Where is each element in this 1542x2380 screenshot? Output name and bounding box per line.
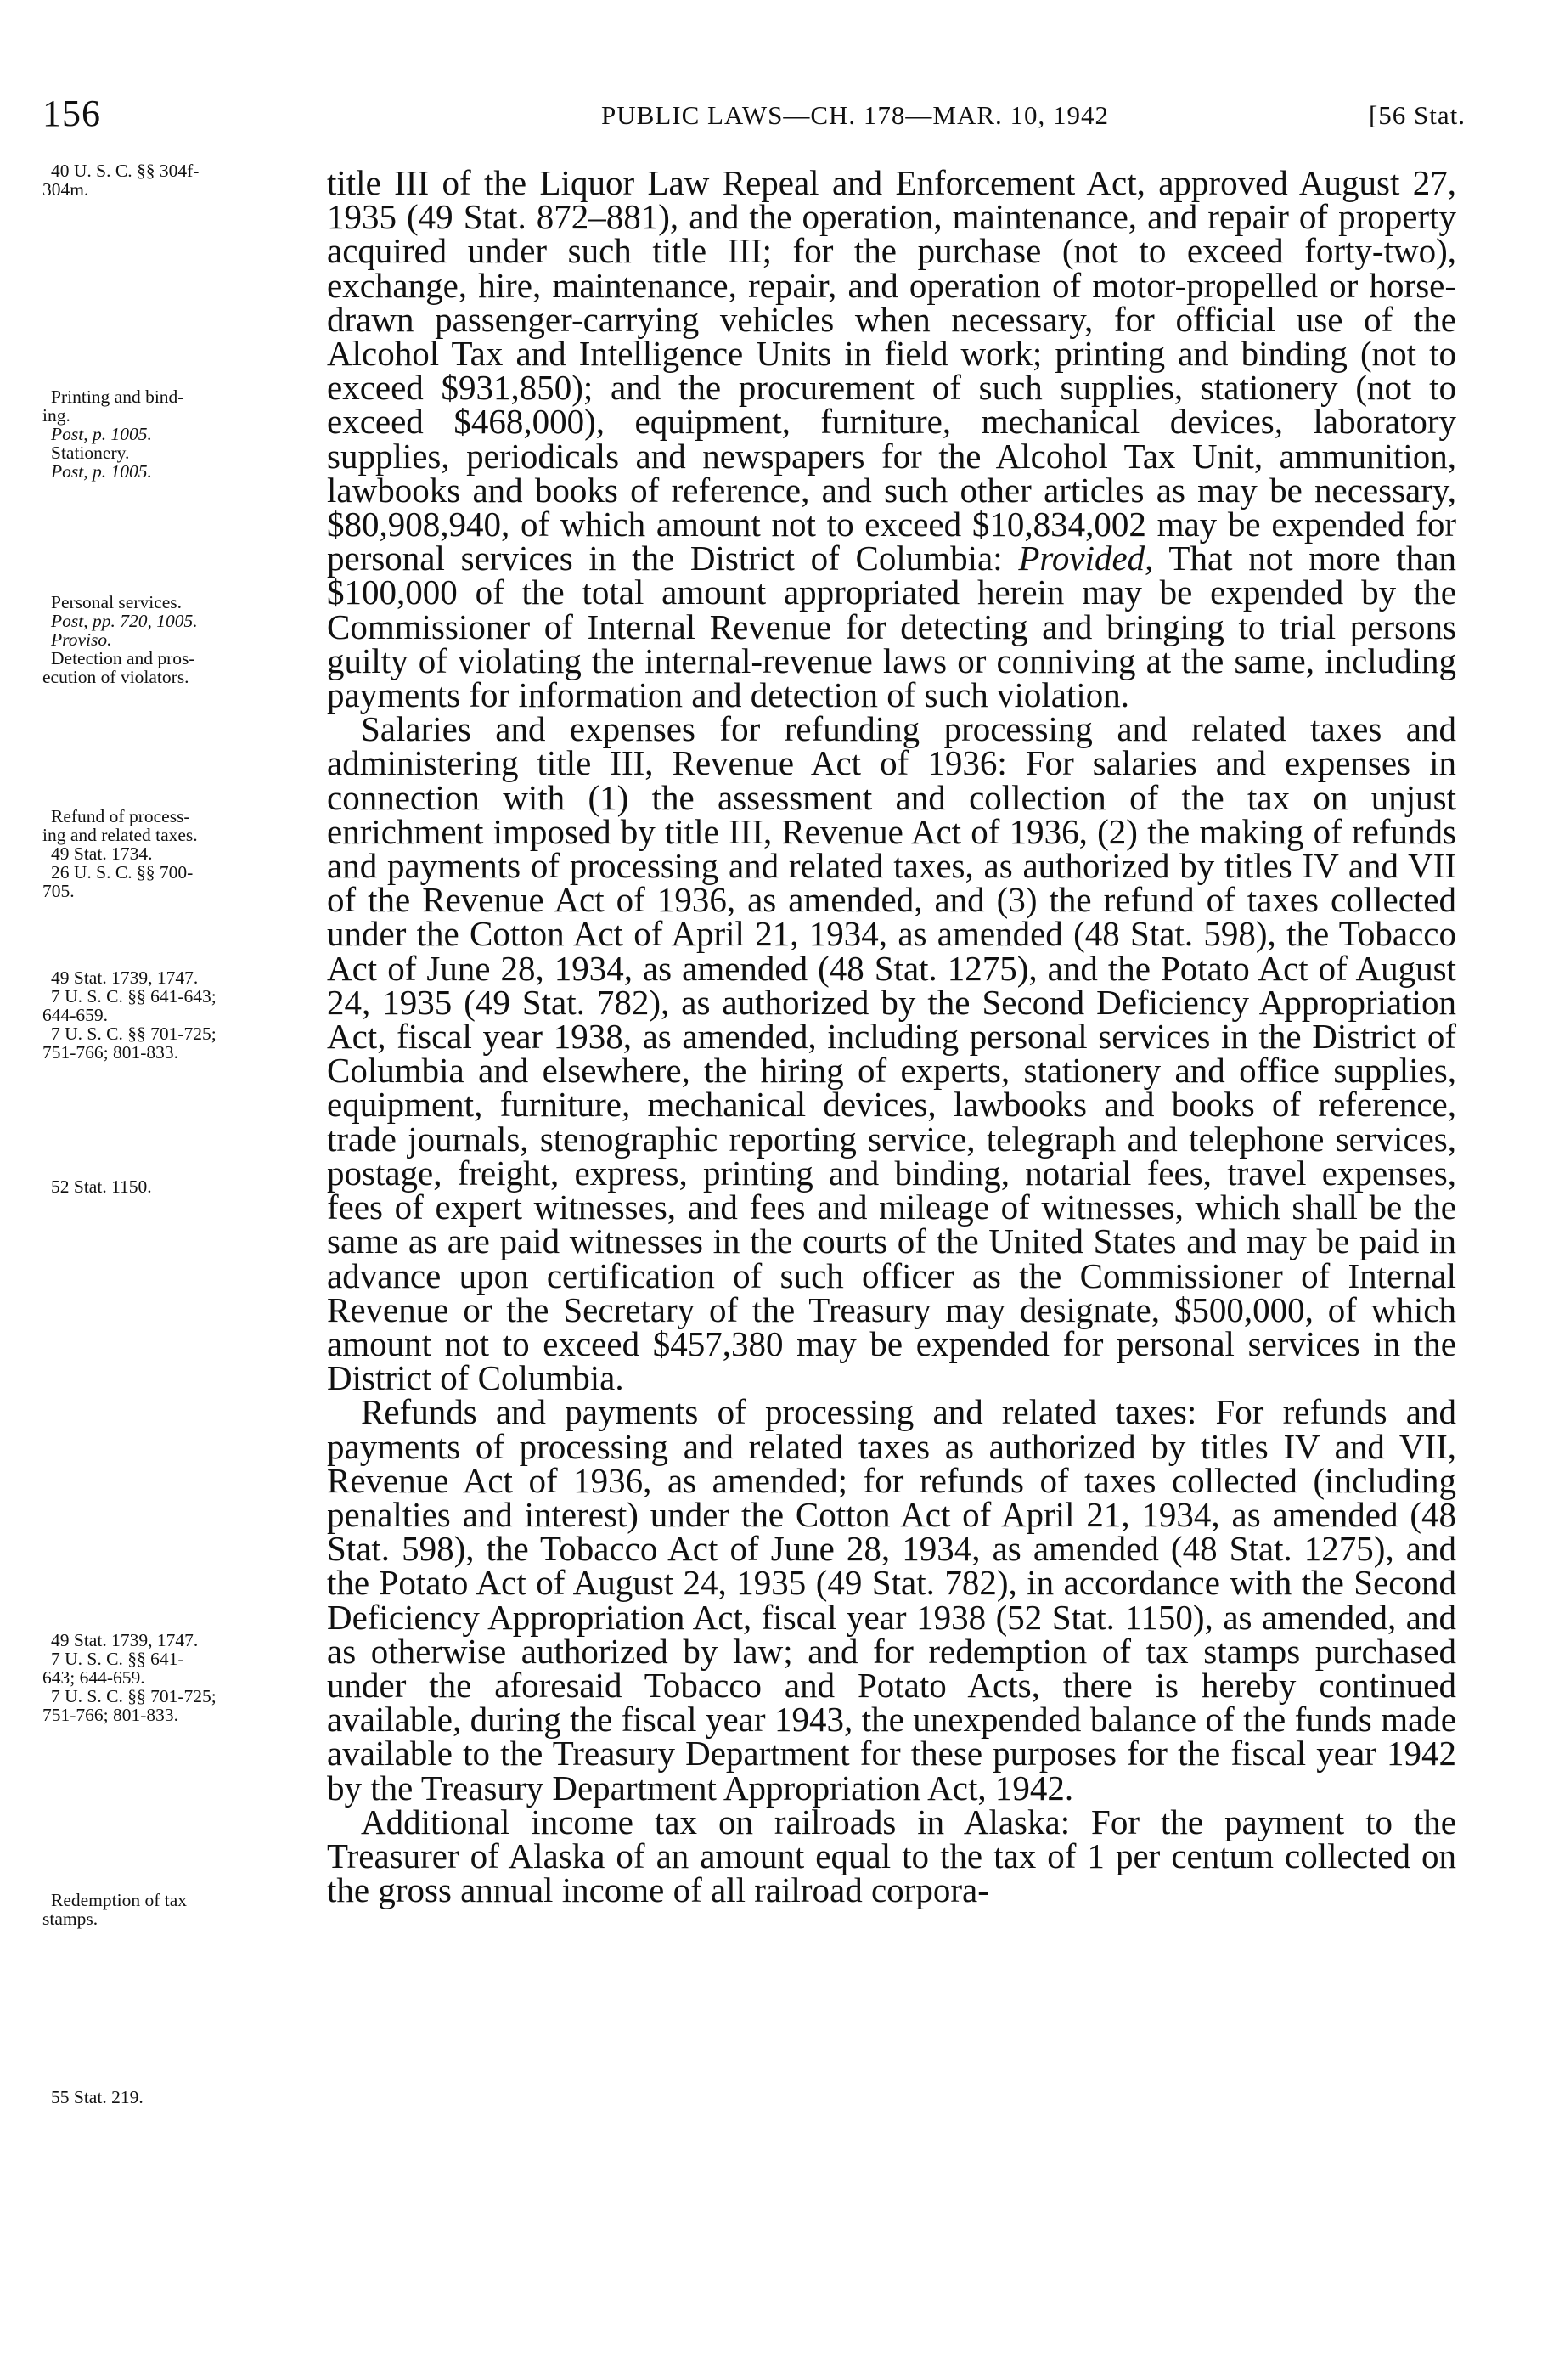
margin-note-cite-49stat-b: 49 Stat. 1739, 1747. 7 U. S. C. §§ 641- 643; 644-659. 7 U. S. C. §§ 701-725; 751-766; 801-833. <box>42 1630 217 1725</box>
margin-note-redemption: Redemption of tax stamps. <box>42 1890 188 1929</box>
page-number: 156 <box>42 93 101 134</box>
margin-note-cite-49stat-a: 49 Stat. 1739, 1747. 7 U. S. C. §§ 641-643; 644-659. 7 U. S. C. §§ 701-725; 751-766; 801-833. <box>42 967 217 1063</box>
margin-note-cite-55stat: 55 Stat. 219. <box>51 2087 144 2107</box>
margin-note-cite-40usc: 40 U. S. C. §§ 304f- 304m. <box>42 161 200 200</box>
margin-note-refund-processing: Refund of process- ing and related taxes. 49 Stat. 1734. 26 U. S. C. §§ 700- 705. <box>42 806 198 901</box>
margin-notes <box>42 161 323 2336</box>
margin-note-printing-binding: Printing and bind- ing. Post, p. 1005. Stationery. Post, p. 1005. <box>42 386 184 482</box>
running-head: PUBLIC LAWS—CH. 178—MAR. 10, 1942 <box>601 100 1110 130</box>
paragraph-alcohol-tax-unit: title III of the Liquor Law Repeal and Enforcement Act, approved August 27, 1935 (49 Stat. 872–881), and the operation, maintenance, and repair of property acquired under such title III; for the purchase (not to exceed forty-two), exchange, hire, maintenance, repair, and operation of motor-propelled or horse-drawn passenger-carrying vehicles when necessary, for official use of the Alcohol Tax and Intelligence Units in field work; printing and binding (not to exceed $931,850); and the procurement of such supplies, stationery (not to exceed $468,000), equipment, furniture, mechanical devices, laboratory supplies, periodicals and newspapers for the Alcohol Tax Unit, ammunition, lawbooks and books of reference, and such other articles as may be necessary, $80,908,940, of which amount not to exceed $10,834,002 may be expended for personal services in the District of Columbia: Provided, That not more than $100,000 of the total amount appropriated herein may be expended by the Commissioner of Internal Revenue for detecting and bringing to trial persons guilty of violating the internal-revenue laws or conniving at the same, including payments for information and detection of such violation. <box>327 163 1457 715</box>
volume-reference: [56 Stat. <box>1368 100 1466 130</box>
paragraph-alaska-railroads: Additional income tax on railroads in Alaska: For the payment to the Treasurer of Alaska of an amount equal to the tax of 1 per centum collected on the gross annual income of all railroad corpora- <box>327 1802 1456 1910</box>
body-text <box>327 163 1457 1910</box>
proviso-keyword: Provided, <box>1018 539 1154 578</box>
page-header <box>42 92 1466 143</box>
paragraph-refunds-payments: Refunds and payments of processing and related taxes: For refunds and payments of processing and related taxes as authorized by titles IV and VII, Revenue Act of 1936, as amended; for refunds of taxes collected (including penalties and interest) under the Cotton Act of April 21, 1934, as amended (48 Stat. 598), the Tobacco Act of June 28, 1934, as amended (48 Stat. 1275), and the Potato Act of August 24, 1935 (49 Stat. 782), in accordance with the Second Deficiency Appropriation Act, fiscal year 1938 (52 Stat. 1150), as amended, and as otherwise authorized by law; and for redemption of tax stamps purchased under the aforesaid Tobacco and Potato Acts, there is hereby continued available, during the fiscal year 1943, the unexpended balance of the funds made available to the Treasury Department for these purposes for the fiscal year 1942 by the Treasury Department Appropriation Act, 1942. <box>327 1392 1456 1808</box>
paragraph-salaries-refunding: Salaries and expenses for refunding processing and related taxes and administering title III, Revenue Act of 1936: For salaries and expenses in connection with (1) the assessment and collection of the tax on unjust enrichment imposed by title III, Revenue Act of 1936, (2) the making of refunds and payments of processing and related taxes, as authorized by titles IV and VII of the Revenue Act of 1936, as amended, and (3) the refund of taxes collected under the Cotton Act of April 21, 1934, as amended (48 Stat. 598), the Tobacco Act of June 28, 1934, as amended (48 Stat. 1275), and the Potato Act of August 24, 1935 (49 Stat. 782), as authorized by the Second Deficiency Appropriation Act, fiscal year 1938, as amended, including personal services in the District of Columbia and elsewhere, the hiring of experts, stationery and office supplies, equipment, furniture, mechanical devices, lawbooks and books of reference, trade journals, stenographic reporting service, telegraph and telephone services, postage, freight, express, printing and binding, notarial fees, travel expenses, fees of expert witnesses, and fees and mileage of witnesses, which shall be the same as are paid witnesses in the courts of the United States and may be paid in advance upon certification of such officer as the Commissioner of Internal Revenue or the Secretary of the Treasury may designate, $500,000, of which amount not to exceed $457,380 may be expended for personal services in the District of Columbia. <box>327 709 1456 1398</box>
margin-note-personal-services: Personal services. Post, pp. 720, 1005. Proviso. Detection and pros- ecution of violators. <box>42 592 198 687</box>
margin-note-cite-52stat: 52 Stat. 1150. <box>51 1176 152 1197</box>
